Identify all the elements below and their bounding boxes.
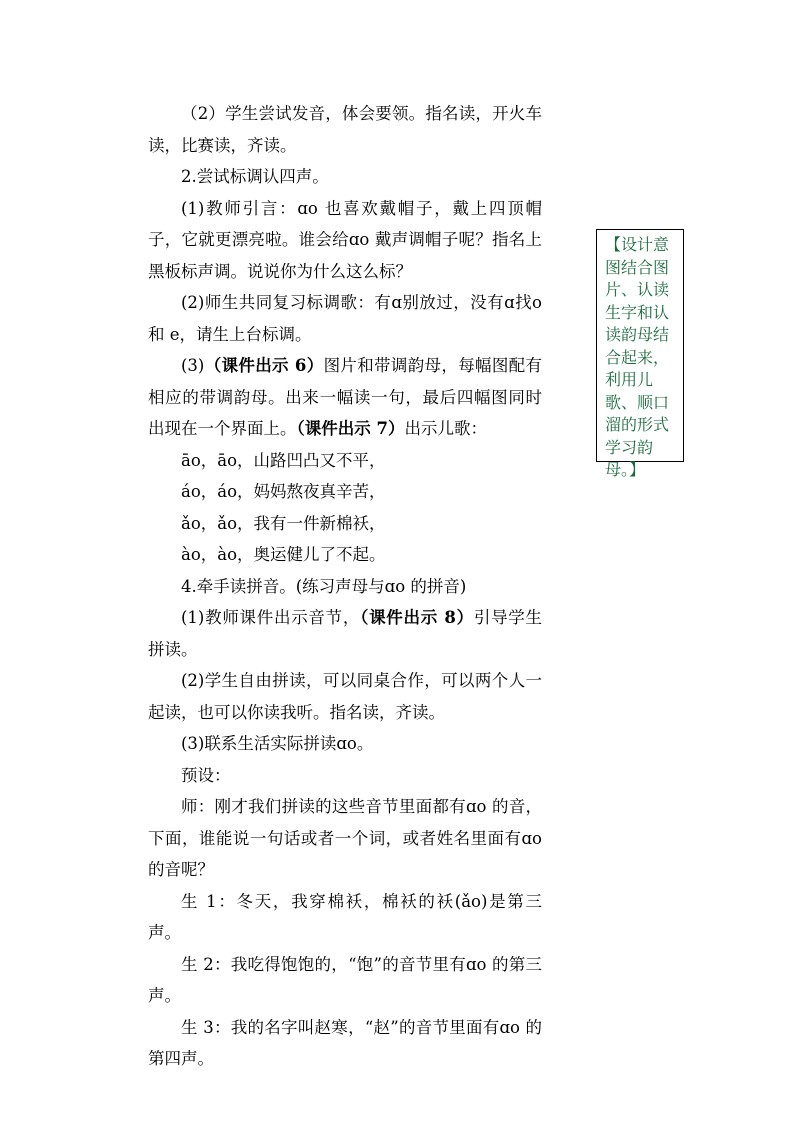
courseware-ref-8: （课件出示 8） (360, 608, 474, 627)
courseware-ref-6: （课件出示 6） (204, 356, 324, 375)
paragraph-14 (148, 1012, 542, 1075)
paragraph-text: 出示儿歌： (404, 419, 487, 438)
paragraph-text: 4.牵手读拼音。(练习声母与ɑo 的拼音) (181, 576, 467, 596)
lesson-body (148, 98, 542, 1075)
paragraph-text: (2)师生共同复习标调歌：有ɑ别放过，没有ɑ找o 和 e，请生上台标调。 (148, 293, 542, 344)
paragraph-9 (148, 728, 542, 760)
paragraph-13 (148, 949, 542, 1012)
paragraph-text: 生 1：冬天，我穿棉袄，棉袄的袄(ǎo)是第三声。 (148, 891, 542, 942)
paragraph-text: (3)联系生活实际拼读ɑo。 (181, 734, 374, 753)
rhyme-text: áo，áo，妈妈熬夜真辛苦， (181, 482, 386, 501)
paragraph-12 (148, 886, 542, 949)
paragraph-text: 预设： (181, 765, 231, 785)
paragraph-1 (148, 98, 542, 161)
paragraph-text: (1)教师引言：ɑo 也喜欢戴帽子，戴上四顶帽子，它就更漂亮啦。谁会给ɑo 戴声调帽子呢？指名上黑板标声调。说说你为什么这么标？ (148, 198, 542, 281)
paragraph-text: （2）学生尝试发音，体会要领。指名读，开火车读，比赛读，齐读。 (148, 104, 542, 155)
design-intent-note (596, 229, 684, 479)
paragraph-text: 师：刚才我们拼读的这些音节里面都有ɑo 的音，下面，谁能说一句话或者一个词，或者姓名里面有ɑo 的音呢？ (148, 797, 542, 879)
rhyme-line-4 (148, 539, 542, 571)
paragraph-text: 生 3：我的名字叫赵寒，“赵”的音节里面有ɑo 的第四声。 (148, 1017, 542, 1068)
paragraph-5 (148, 350, 542, 445)
paragraph-text: (1)教师课件出示音节， (181, 608, 361, 627)
paragraph-text: 图片和带调韵母，每幅图配有相应的带调韵母。出来一幅读一句，最后四幅图同时出现在一个界面上。 (148, 356, 542, 438)
rhyme-line-3 (148, 508, 542, 540)
paragraph-text: 2.尝试标调认四声。 (181, 167, 329, 186)
paragraph-7 (148, 602, 542, 665)
paragraph-text: (2)学生自由拼读，可以同桌合作，可以两个人一起读，也可以你读我听。指名读，齐读。 (148, 671, 542, 722)
paragraph-8 (148, 665, 542, 728)
paragraph-text: 生 2：我吃得饱饱的，“饱”的音节里有ɑo 的第三声。 (148, 954, 542, 1005)
rhyme-line-2 (148, 476, 542, 508)
rhyme-text: ǎo，ǎo，我有一件新棉袄， (181, 513, 386, 533)
paragraph-2 (148, 161, 542, 193)
design-intent-text: 【设计意图结合图片、认读生字和认读韵母结合起来，利用儿歌、顺口溜的形式学习韵母。】 (605, 235, 670, 479)
paragraph-3 (148, 193, 542, 288)
paragraph-11 (148, 791, 542, 886)
paragraph-6 (148, 571, 542, 603)
courseware-ref-7: （课件出示 7） (296, 419, 405, 438)
rhyme-line-1 (148, 445, 542, 477)
rhyme-text: āo，āo，山路凹凸又不平， (181, 450, 386, 470)
paragraph-text: (3) (181, 356, 205, 375)
paragraph-text: 引导学生拼读。 (148, 608, 543, 659)
rhyme-text: ào，ào，奥运健儿了不起。 (181, 545, 386, 564)
paragraph-4 (148, 287, 542, 350)
paragraph-10 (148, 760, 542, 792)
